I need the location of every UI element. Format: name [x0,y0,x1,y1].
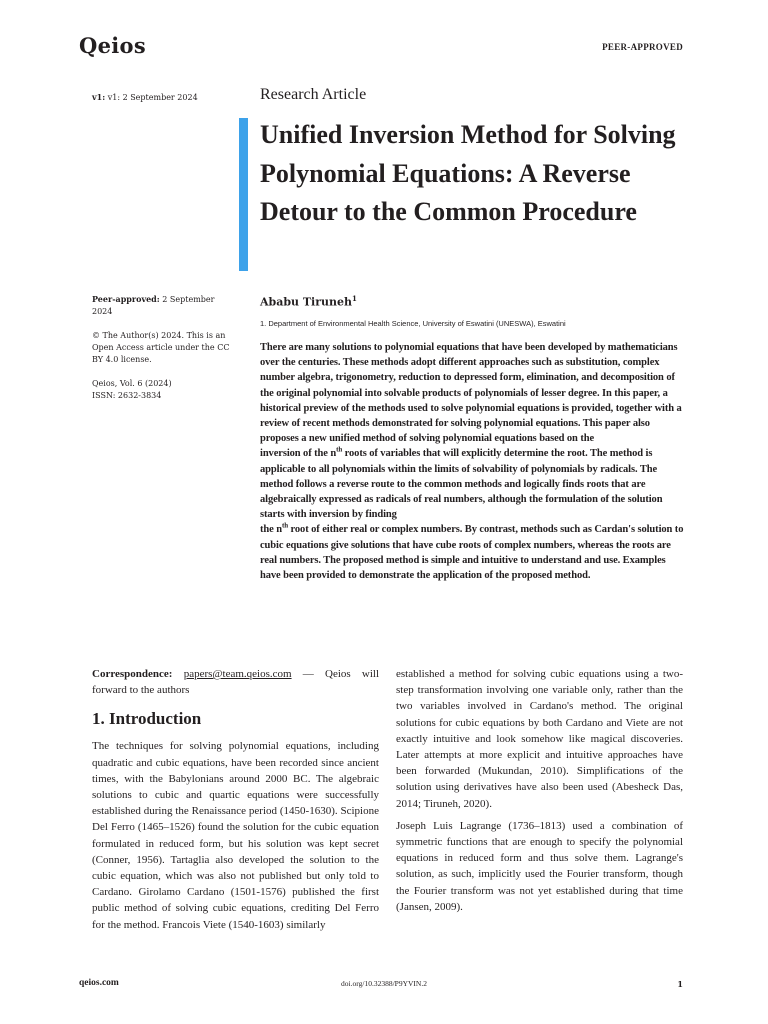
abstract-part-3a: the n [260,524,282,536]
abstract [260,340,685,583]
footer-doi-link[interactable]: doi.org/10.32388/P9YVIN.2 [341,979,427,988]
author-affiliation: 1. Department of Environmental Health Science, University of Eswatini (UNESWA), Eswatini [260,319,566,328]
section-heading-introduction: 1. Introduction [92,709,202,729]
correspondence-email-link[interactable]: papers@team.qeios.com [183,668,292,680]
left-column [92,666,379,939]
abstract-part-2b: roots of variables that will explicitly determine the root. The method is applicable to all polynomials within the limits of solvability of polynomials by radicals. The method follows a reverse route to the common methods and logically finds roots that are algebraically expressed as radicals of real numbers, although the formulation of the solution starts with inversion by finding [260,448,663,521]
abstract-part-2a: inversion of the n [260,448,337,460]
peer-approved-date: 2 September 2024 [92,295,215,316]
body-paragraph-1: established a method for solving cubic equations using a two-step transformation involving one variable only, rather than the two variables involved in Cardano's method. The original solutions for cubic equations by both Cardano and Viete are not exactly intuitive and look somehow like magical discoveries. Later attempts at more explicit and intuitive approaches have been forwarded (Mukundan, 2010). Simplifications of the solution using derivatives have also been used (Abesheck Das, 2014; Tiruneh, 2020). [396,668,683,810]
abstract-part-3 [260,522,685,583]
correspondence [92,666,379,698]
journal-info [92,378,230,402]
superscript-th: th [281,521,288,530]
correspondence-label: Correspondence: [92,668,173,680]
page-number: 1 [677,979,683,989]
sidebar-meta [92,293,230,414]
article-type: Research Article [260,86,367,103]
version-date: v1: v1: 2 September 2024 [92,92,198,102]
superscript-th: th [336,445,343,454]
journal-issn: ISSN: 2632-3834 [92,391,162,400]
peer-approved-label: Peer-approved: [92,294,160,304]
intro-paragraph: The techniques for solving polynomial equations, including quadratic and cubic equations, have been recorded since ancient times, with the Babylonians around 2000 BC. The algebraic solutions to cubic and quartic equations were successfully established during the Renaissance period (1450-1630). Scipione Del Ferro (1465–1526) found the solution for the cubic equation formulated in reduced form, but his solution was kept secret (Conner, 1956). Tartaglia also developed the solution to the cubic equation, which was also not published but only told to Cardano. Girolamo Cardano (1501-1576) published the first public method of solving cubic equations, crediting Del Ferro for the method. Francois Viete (1540-1603) similarly [92,740,379,931]
abstract-part-2 [260,446,685,522]
abstract-part-1: There are many solutions to polynomial equations that have been developed by mathematicians over the centuries. These methods adopt different approaches such as substitution, complex number algebra, trigonometry, reduction to depressed form, elimination, and decomposition of the original polynomial into solvable products of polynomials of lesser degree. In this paper, a historical preview of the methods used to solve polynomial equations is provided, together with a review of recent methods demonstrated for solving polynomial equations. This paper also proposes a new unified method of solving polynomial equations based on the [260,342,682,445]
version-text: v1: 2 September 2024 [107,93,198,102]
body-paragraph-2: Joseph Luis Lagrange (1736–1813) used a combination of symmetric functions that are enough to specify the polynomial equations in reduced form and thus solve them. Lagrange's solution, as such, implicitly used the Fourier transform, though the Fourier transform was not yet established during that time (Jansen, 2009). [396,819,683,913]
abstract-part-3b: root of either real or complex numbers. By contrast, methods such as Cardan's solution to cubic equations give solutions that have cube roots of complex numbers, whereas the roots are real numbers. The proposed method is simple and intuitive to understand and use. Examples have been provided to demonstrate the application of the proposed method. [260,524,684,582]
peer-approved-badge: PEER-APPROVED [602,42,683,52]
qeios-logo[interactable]: Qeios [79,33,146,58]
right-column [396,666,683,921]
author-text: Ababu Tiruneh [260,295,353,309]
author-name[interactable] [260,294,357,309]
license-text[interactable]: © The Author(s) 2024. This is an Open Access article under the CC BY 4.0 license. [92,331,230,364]
article-title: Unified Inversion Method for Solving Polynomial Equations: A Reverse Detour to the Common Procedure [260,120,676,226]
peer-approved-info [92,293,230,318]
title-accent-bar [239,118,248,271]
correspondence-note: — Qeios will forward to the authors [92,668,379,697]
author-affiliation-mark: 1 [352,294,357,303]
footer-site-link[interactable]: qeios.com [79,978,119,988]
journal-volume: Qeios, Vol. 6 (2024) [92,379,172,388]
